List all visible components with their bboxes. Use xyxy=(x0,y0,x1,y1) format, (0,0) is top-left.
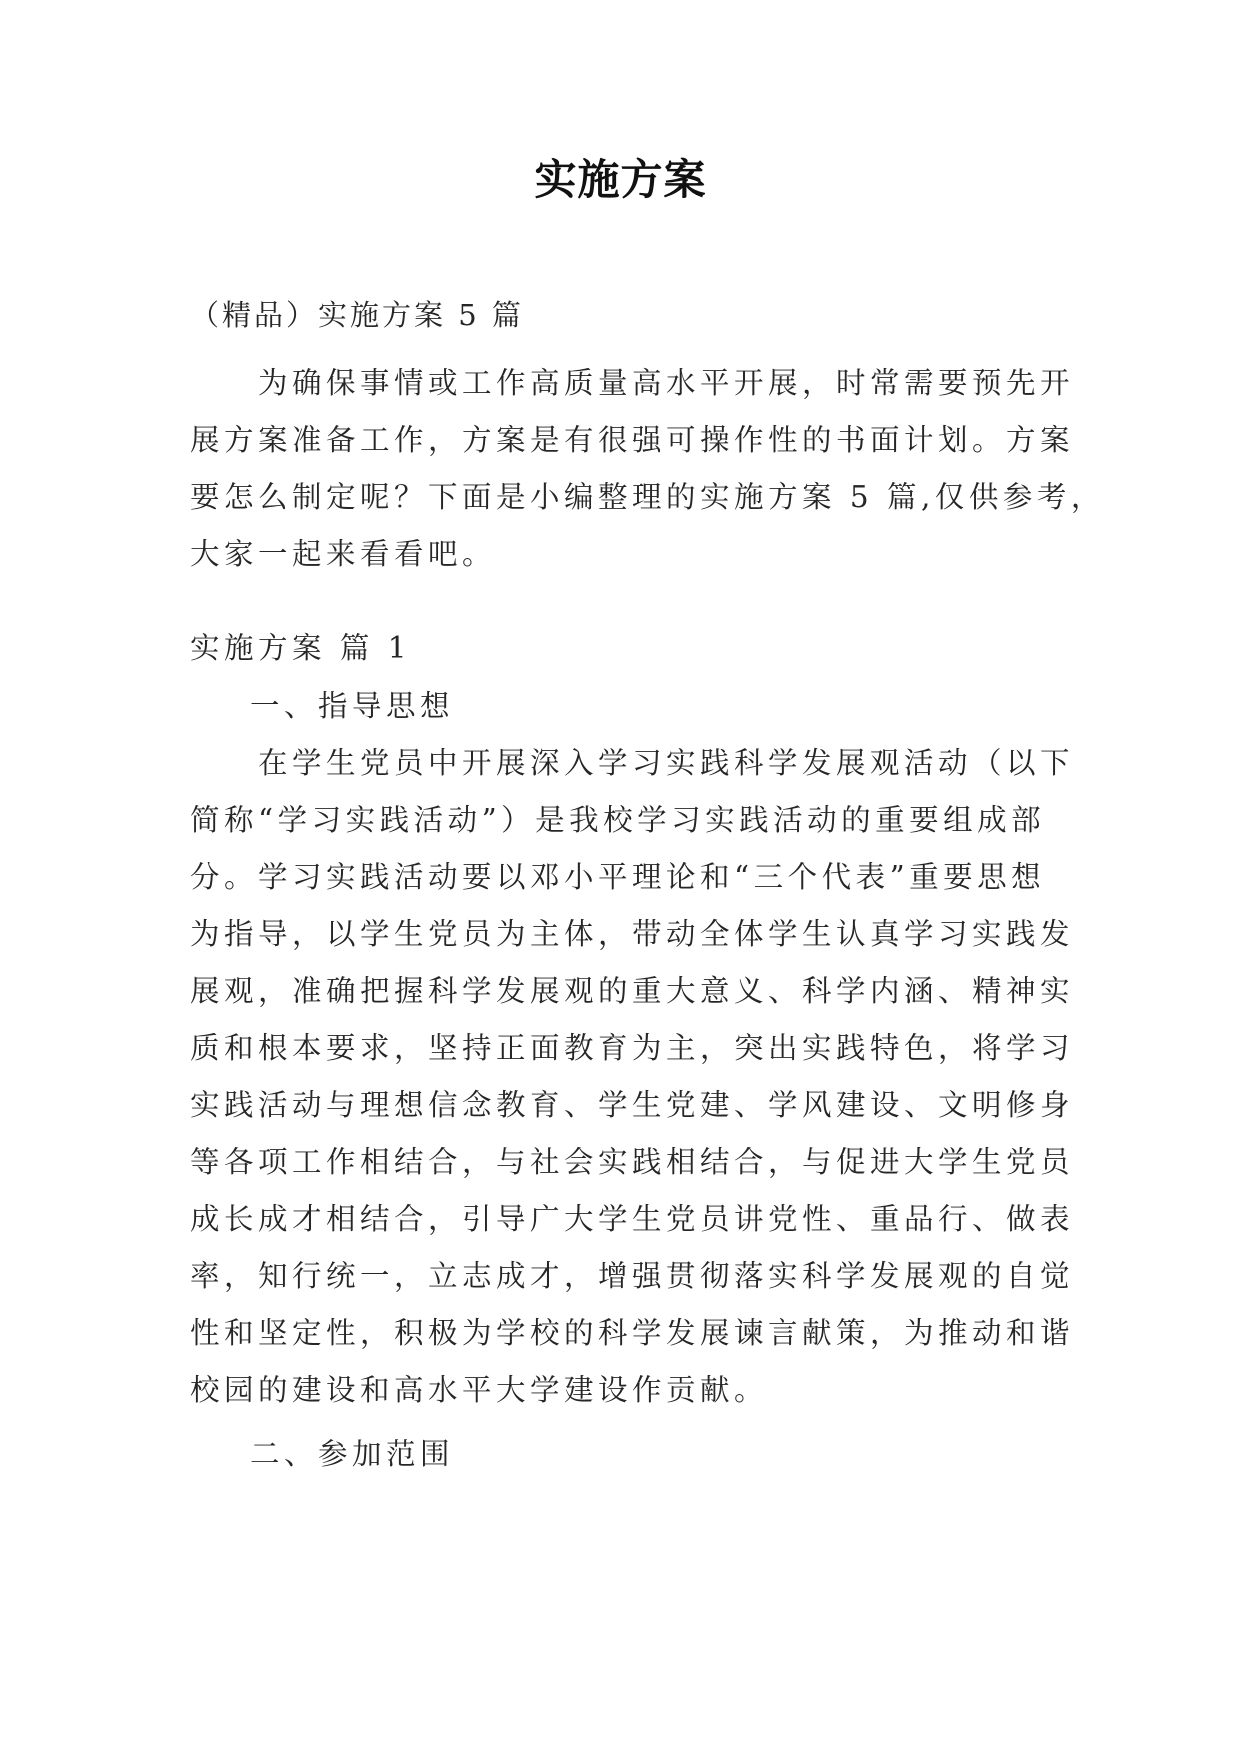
heading-guiding-ideology: 一、指导思想 xyxy=(250,689,455,723)
body-line: 校园的建设和高水平大学建设作贡献。 xyxy=(190,1373,769,1407)
body-line: 率，知行统一，立志成才，增强贯彻落实科学发展观的自觉 xyxy=(190,1259,1075,1293)
body-line: 实践活动与理想信念教育、学生党建、学风建设、文明修身 xyxy=(190,1088,1075,1122)
intro-paragraph xyxy=(190,355,1105,583)
intro-line: 要怎么制定呢？下面是小编整理的实施方案 5 篇,仅供参考， xyxy=(190,480,1105,514)
intro-line: 大家一起来看看吧。 xyxy=(190,537,497,571)
body-line: 在学生党员中开展深入学习实践科学发展观活动（以下 xyxy=(190,746,1075,780)
body-paragraph xyxy=(190,735,1075,1419)
document-subtitle: （精品）实施方案 5 篇 xyxy=(190,298,524,332)
body-line: 简称“学习实践活动”）是我校学习实践活动的重要组成部 xyxy=(190,803,1046,837)
heading-scope: 二、参加范围 xyxy=(250,1437,455,1471)
intro-line: 为确保事情或工作高质量高水平开展，时常需要预先开 xyxy=(190,366,1075,400)
body-line: 等各项工作相结合，与社会实践相结合，与促进大学生党员 xyxy=(190,1145,1075,1179)
body-line: 分。学习实践活动要以邓小平理论和“三个代表”重要思想 xyxy=(190,860,1046,894)
body-line: 质和根本要求，坚持正面教育为主，突出实践特色，将学习 xyxy=(190,1031,1075,1065)
document-title: 实施方案 xyxy=(534,155,707,204)
section-title: 实施方案 篇 1 xyxy=(190,631,412,665)
body-line: 性和坚定性，积极为学校的科学发展谏言献策，为推动和谐 xyxy=(190,1316,1075,1350)
body-line: 为指导，以学生党员为主体，带动全体学生认真学习实践发 xyxy=(190,917,1075,951)
intro-line: 展方案准备工作，方案是有很强可操作性的书面计划。方案 xyxy=(190,423,1075,457)
body-line: 成长成才相结合，引导广大学生党员讲党性、重品行、做表 xyxy=(190,1202,1075,1236)
body-line: 展观，准确把握科学发展观的重大意义、科学内涵、精神实 xyxy=(190,974,1075,1008)
